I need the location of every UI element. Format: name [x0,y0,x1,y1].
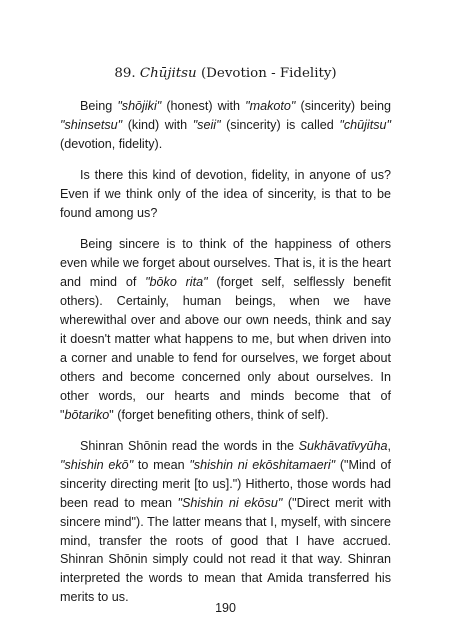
text-run: ("Mind of sincerity directing merit [to us].") Hitherto, those words had been read to mean [60,457,392,510]
paragraph-1 [60,97,391,154]
text-run: Is there this kind of devotion, fidelity, in anyone of us? Even if we think only of the idea of sincerity, is that to be found among us? [60,168,391,221]
italic-term: "makoto" [245,99,296,113]
text-run: (devotion, fidelity). [60,136,163,151]
text-run: (sincerity) is called [220,117,340,132]
italic-term: "shishin ekō" [60,457,134,472]
paragraph-4 [60,437,391,607]
text-run: (sincerity) being [295,99,391,113]
italic-term: "seii" [192,117,221,132]
section-subtitle: (Devotion - Fidelity) [200,66,337,81]
text-run: , [387,439,391,453]
body-text [60,97,391,620]
text-run: (kind) with [122,117,193,132]
text-run: " (forget benefiting others, think of self). [109,407,329,422]
text-run: (honest) with [161,99,246,113]
paragraph-2 [60,166,391,223]
paragraph-3 [60,235,391,424]
text-run: to mean [133,457,190,472]
italic-term: Sukhāvatīvyūha [298,439,388,453]
text-run: Shinran Shōnin read the words in the [80,439,299,453]
section-heading [60,64,391,84]
italic-term: "chūjitsu" [339,117,391,132]
italic-term: "Shishin ni ekōsu" [177,495,283,510]
italic-term: "shishin ni ekōshitamaeri" [189,457,336,472]
text-run: Being sincere is to think of the happiness of others even while we forget about ourselves. That is, it is the heart and mind of [60,237,391,290]
page-number: 190 [215,601,236,615]
text-run: Being [80,99,118,113]
text-run: ("Direct merit with sincere mind"). The latter means that I, myself, with sincere mind, transfer the roots of good that I have accrued. Shinran Shōnin simply could not read it that way. Shinran interpreted the words to mean that Amida transferred his merits to us. [60,495,391,605]
italic-term: "shinsetsu" [60,117,123,132]
italic-term: "bōko rita" [145,275,208,290]
text-run: (forget self, selflessly benefit others). Certainly, human beings, when we have wherewithal over and above our own needs, think and say it doesn't matter what happens to me, but when driven into a corner and unable to fend for ourselves, we forget about others and become concerned only about ourselves. In other words, our hearts and minds become that of " [60,275,391,422]
section-number: 89. [114,66,136,81]
section-term: Chūjitsu [139,66,197,81]
italic-term: bōtariko [64,407,110,422]
document-page [60,0,391,640]
italic-term: "shōjiki" [117,99,162,113]
